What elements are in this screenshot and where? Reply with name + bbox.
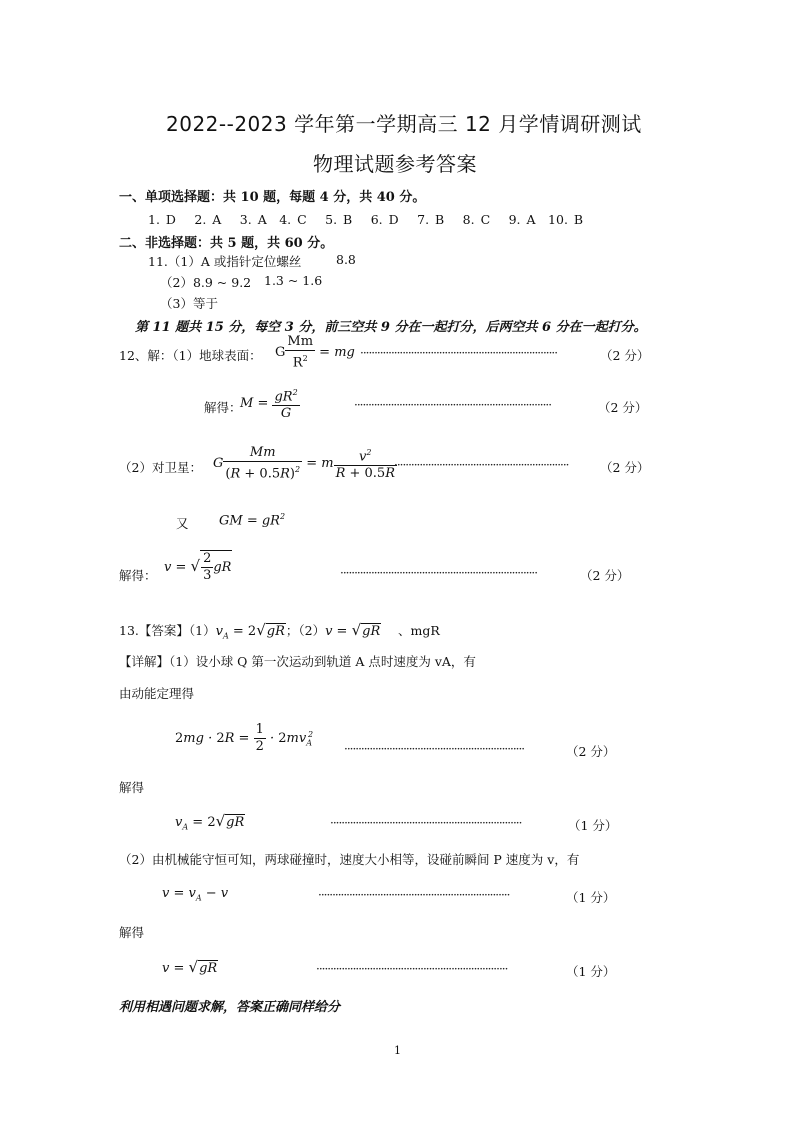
q13-eq4: v = √gR	[162, 958, 218, 976]
title-line-1: 2022--2023 学年第一学期高三 12 月学情调研测试	[166, 112, 642, 136]
q12-eq4: GM = $gR^2$	[219, 512, 286, 529]
score-leader: ······································································	[340, 566, 538, 580]
score-leader: ····································································	[316, 962, 508, 976]
section-2-heading: 二、非选择题：共 5 题，共 60 分。	[119, 236, 334, 251]
q11-part1: 11.（1）A 或指针定位螺丝	[148, 254, 302, 269]
score-label: （2 分）	[598, 400, 648, 415]
title-line-2: 物理试题参考答案	[313, 152, 477, 176]
q12-label: 12、解：（1）地球表面：	[119, 348, 262, 363]
q11-part2: （2）8.9 ~ 9.2	[160, 275, 252, 290]
page-number: 1	[394, 1044, 401, 1057]
q13-part2: （2）由机械能守恒可知，两球碰撞时，速度大小相等，设碰前瞬间 P 速度为 v，有	[119, 852, 580, 867]
q13-detail: 【详解】（1）设小球 Q 第一次运动到轨道 A 点时速度为 vA，有	[119, 654, 476, 669]
score-label: （2 分）	[566, 744, 616, 759]
score-label: （1 分）	[568, 818, 618, 833]
q11-part2-value: 1.3 ~ 1.6	[264, 273, 323, 288]
q12-eq2: M = $\frac{gR^2}{G}$	[240, 385, 300, 422]
q13-theorem: 由动能定理得	[119, 686, 195, 701]
q12-eq3: G $\frac{Mm}{(R + 0.5R)^2}$ = m $\frac{v^2}{R + 0.5R}$	[213, 445, 395, 482]
score-label: （2 分）	[580, 568, 630, 583]
score-leader: ····································································	[330, 816, 522, 830]
score-label: （2 分）	[600, 348, 650, 363]
score-leader: ······································································	[354, 398, 552, 412]
mc-answers: 1. D 2. A 3. A 4. C 5. B 6. D 7. B 8. C 9. A 10. B	[148, 212, 584, 227]
score-label: （2 分）	[600, 460, 650, 475]
q12-eq1: G $\frac{Mm}{R^2}$ = mg	[275, 334, 355, 371]
score-leader: ······························································	[394, 458, 569, 472]
score-label: （1 分）	[566, 964, 616, 979]
q13-mgR: 、mgR	[398, 623, 440, 638]
q13-label: 13.【答案】（1）	[119, 623, 216, 638]
score-label: （1 分）	[566, 890, 616, 905]
q13-note: 利用相遇问题求解，答案正确同样给分	[119, 1000, 341, 1015]
score-leader: ····································································	[318, 888, 510, 902]
score-leader: ······································································	[360, 346, 558, 360]
q12-solve-label: 解得：	[204, 400, 242, 415]
q13-answer-label	[119, 621, 381, 641]
q13-eq2: $v_A = 2√gR$	[175, 812, 245, 832]
q12-final-label: 解得：	[119, 568, 157, 583]
q13-ans2: v = √gR	[325, 621, 381, 639]
q13-ans1: $v_A = 2√gR$	[215, 621, 285, 641]
q11-part1-value: 8.8	[336, 252, 356, 267]
q11-part3: （3）等于	[160, 296, 218, 311]
q13-eq1: 2mg · 2R = $\frac{1}{2}$ · $2mv_A^2$	[175, 722, 314, 754]
q13-jiede-2: 解得	[119, 925, 145, 940]
score-leader: ································································	[344, 742, 525, 756]
q13-jiede-1: 解得	[119, 780, 145, 795]
q12-part2-label: （2）对卫星：	[119, 460, 202, 475]
q12-eq5: v = √ $\frac{2}{3}$ gR	[164, 551, 232, 583]
q13-eq3: $v = v_A - v$	[162, 886, 229, 903]
q11-scoring-note: 第 11 题共 15 分，每空 3 分，前三空共 9 分在一起打分，后两空共 6 分在一起打分。	[135, 320, 647, 335]
section-1-heading: 一、单项选择题：共 10 题，每题 4 分，共 40 分。	[119, 190, 426, 205]
q12-you-label: 又	[176, 516, 189, 531]
q13-sep: ；（2）	[285, 623, 326, 638]
